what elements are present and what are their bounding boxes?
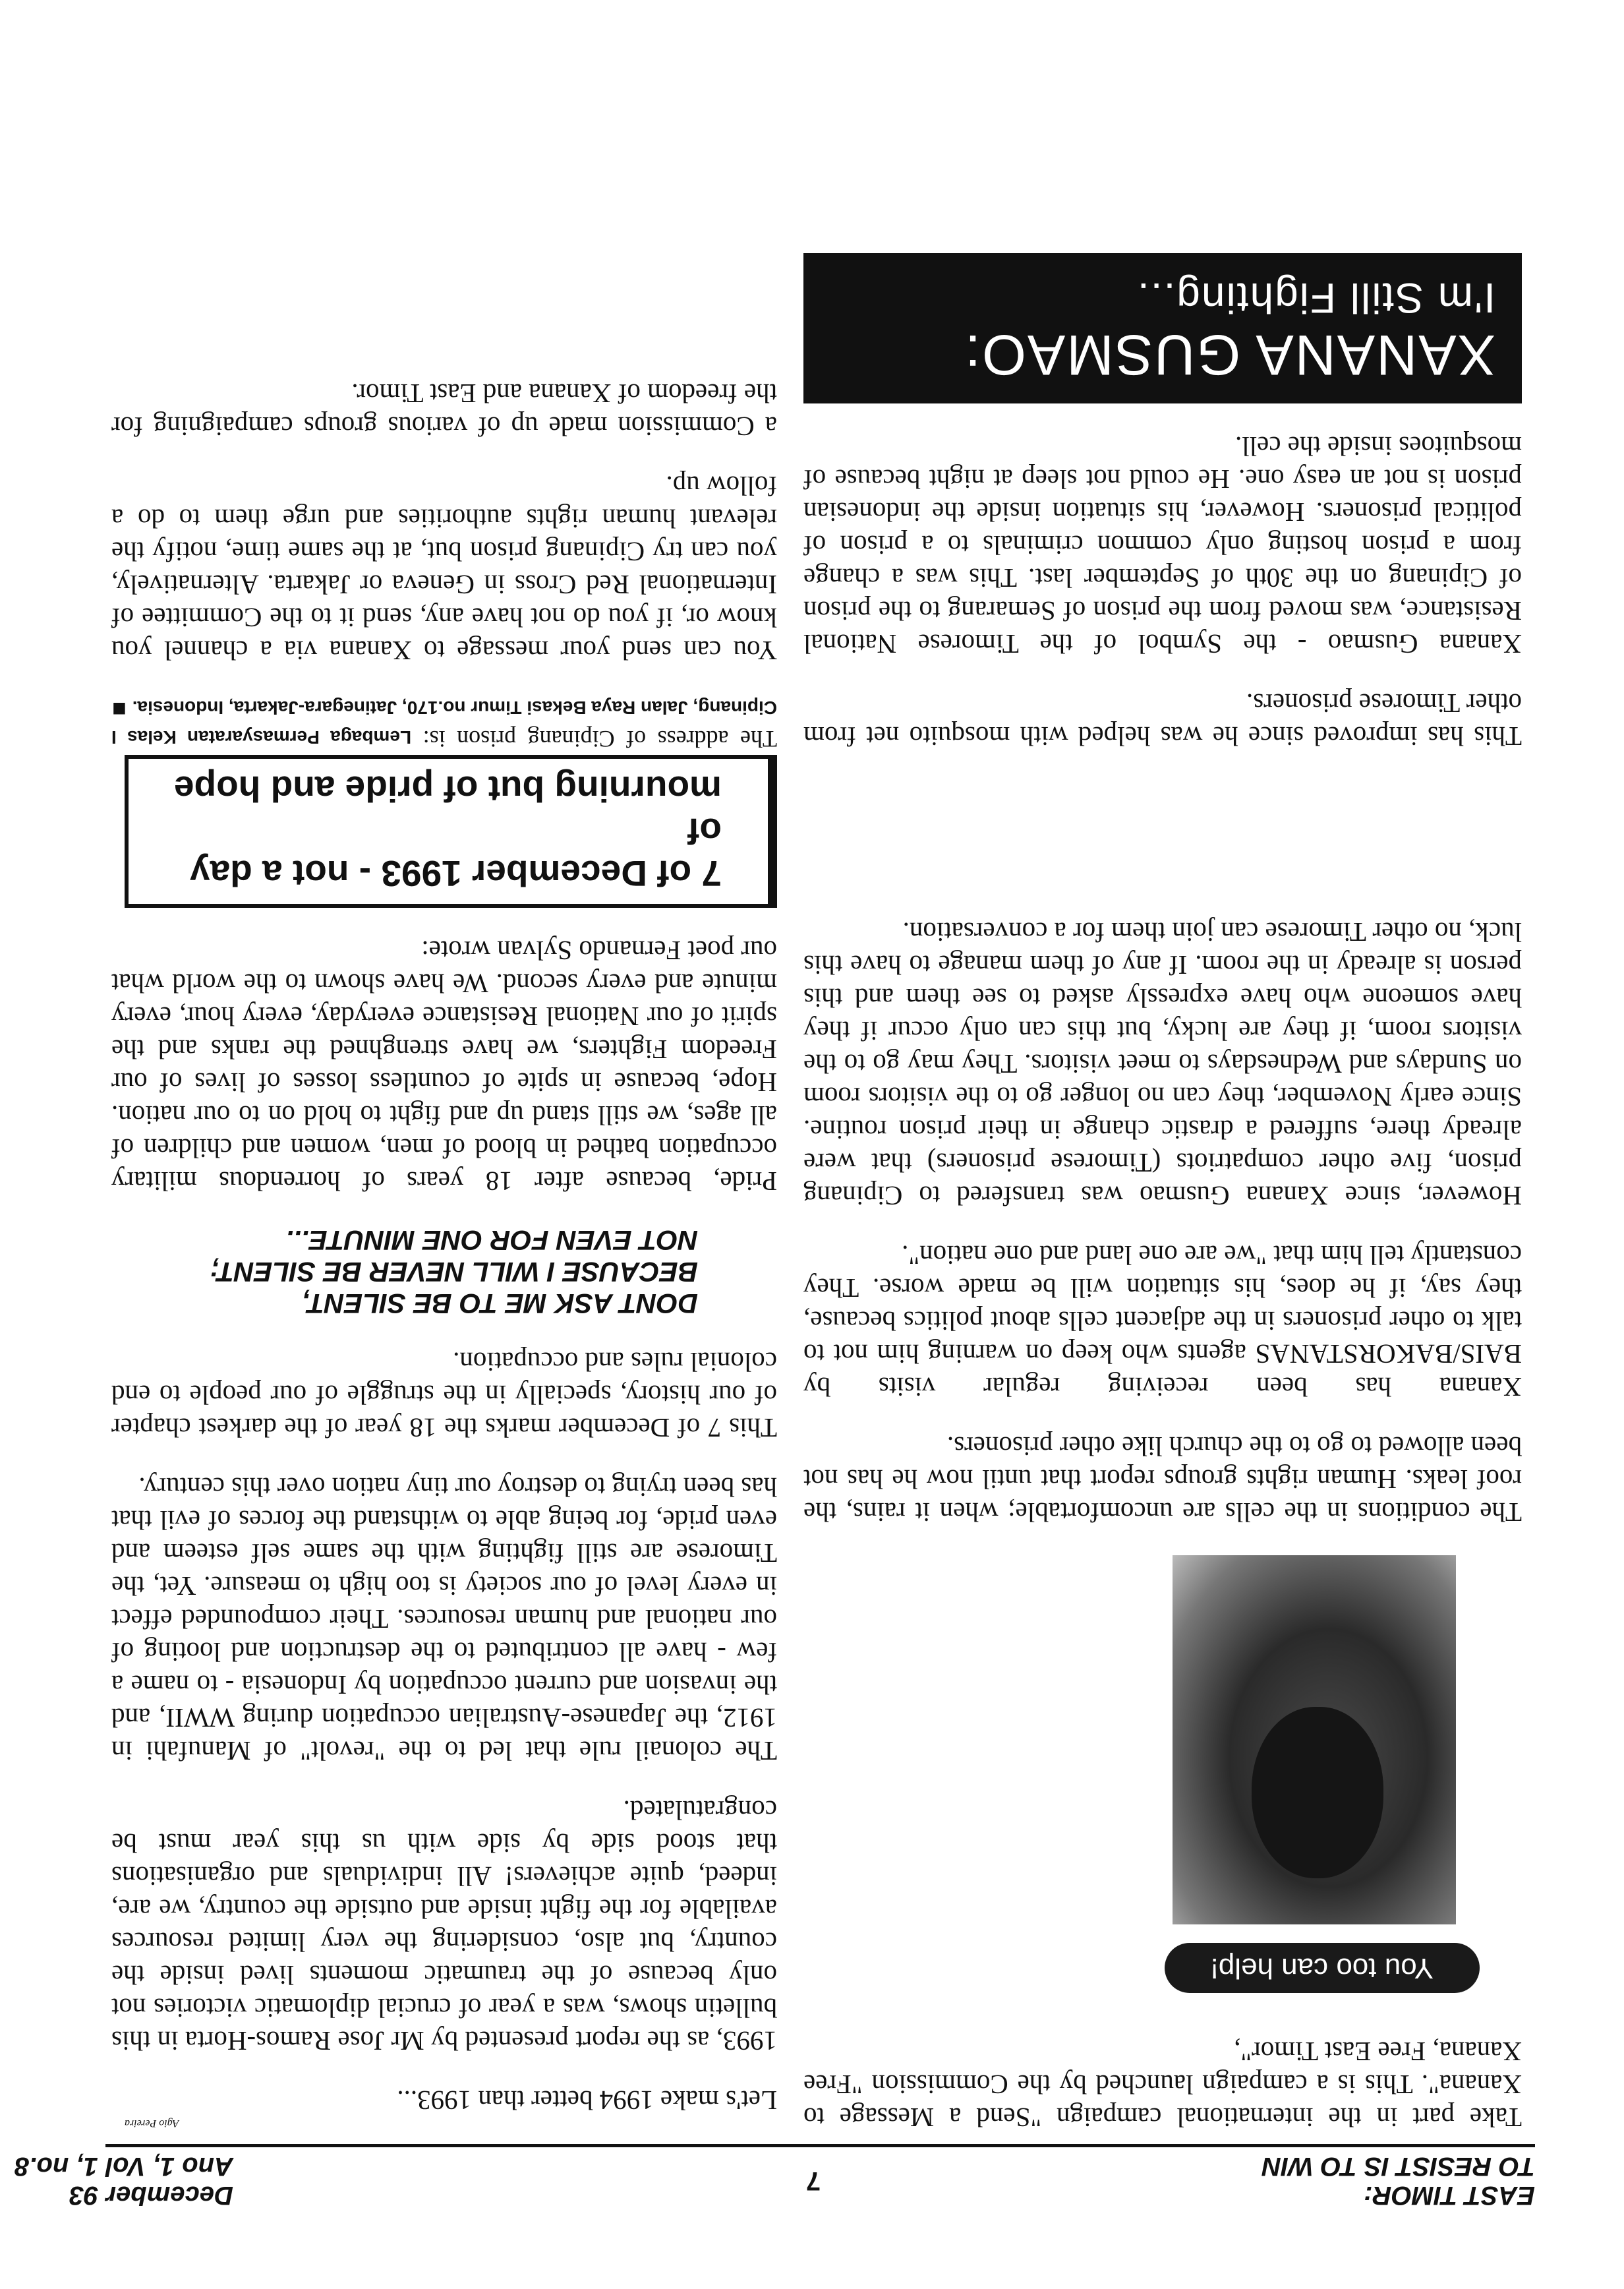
- right-lower-block: [111, 351, 777, 753]
- left-column: [803, 889, 1522, 2134]
- poem-line-3: NOT EVEN FOR ONE MINUTE...: [285, 1225, 698, 1256]
- cell-conditions-paragraph: The conditions in the cells are uncomfortable; when it rains, the roof leaks. Human rights groups report that until now he has not been allowed to go to the church like other prisoners.: [803, 1431, 1522, 1528]
- header-left-line1: EAST TIMOR:: [1364, 2181, 1535, 2210]
- xanana-photo: [1173, 1555, 1456, 1924]
- header-issue: [14, 2152, 233, 2210]
- prison-address: [111, 694, 777, 753]
- address-bold: Lembaga Permasyaratan Kelas I Cipinang, Jalan Raya Bekasi Timur no.170, Jatinegara-Jakarta, Indonesia.: [111, 698, 777, 748]
- colonial-rule-paragraph: The colonail rule that led to the "revolt" of Manufahi in 1912, the Japanese-Australian occupation during WWII, and the invasion and current occupation by Indonesia - to name a few - have all contributed to the destruction and looting of our national and human resources. Their compounded effect in every level of our society is too high to measure. Yet, the Timorese are still fighting with the same self esteem and even pride, for being able to withstand the forces of evil that has been trying to destroy our tiny nation over this century.: [111, 1472, 777, 1766]
- report-paragraph: 1993, as the report presented by Mr Jose Ramos-Horta in this bulletin shows, was a year of crucial diplomatic victories not only because of the traumatic moments lived inside the country, but also, considering the very limited resources available for the fight inside and outside the country, we are, indeed, quite achievers! All individuals and organisations that stood side by side with us this year must be congratulated.: [111, 1795, 777, 2056]
- header-right-line1: December 93: [69, 2181, 233, 2210]
- transfer-paragraph: However, since Xanana Gusmao was transfered to Cipinang prison, five other compatriots (Timorese prisoners) that were already there, suffered a drastic change in their prison routine. Since early November, they can no longer go to the visitors room on Sundays and Wednesdays to meet visitors. They may go to the visitors room, if they are lucky, but this can only occur if they have someone who have expressly asked to see them and this person is already in the room. If any of them manage to have this luck, no other Timorese can join them for a conversation.: [803, 917, 1522, 1211]
- header-right-line2: Ano 1, Vol 1, no.8: [14, 2152, 233, 2181]
- commission-paragraph: a Commission made up of various groups campaigning for the freedom of Xanana and East Timor.: [111, 378, 777, 442]
- poem-line-1: DONT ASK ME TO BE SILENT,: [301, 1288, 698, 1319]
- article-title-box: [803, 253, 1522, 403]
- address-intro: The address of Cipinang prison is:: [422, 726, 777, 752]
- agent-visits-paragraph: Xanana has been receiving regular visits by BAIS/BAKORSTANAS agents who keep on warning him not to talk to other prisoners in the adjacent cells about politics because, they say, if he does, his situation will be made worse. They constantly tell him that "we are one land and one nation".: [803, 1240, 1522, 1402]
- mosquito-net-paragraph: This has improved since he was helped with mosquito net from other Timorese prisoners.: [803, 688, 1522, 752]
- header-publication: [1262, 2152, 1535, 2210]
- left-lower-block: [803, 227, 1522, 753]
- header-left-line2: TO RESIST IS TO WIN: [1262, 2152, 1535, 2181]
- you-can-help-badge: You too can help!: [1165, 1943, 1480, 1993]
- december-headline-line1: 7 of December 1993 - not a day of: [190, 811, 722, 894]
- author-signature: Agio Pereira: [125, 2118, 179, 2129]
- pride-paragraph: Pride, because after 18 years of horrendous military occupation bathed in blood of men, women and children of all ages, we still stand up and fight to hold on to our nation. Hope, because in spite of countless losses of lives of our Freedom Fighters, we have strenghned the ranks and the spirit of our National Resistance everyday, every hour, every minute and every second. We have shown to the world what our poet Fernando Sylvan wrote:: [111, 936, 777, 1197]
- poem-line-2: BECAUSE I WILL NEVER BE SILENT;: [210, 1257, 698, 1288]
- poem-quote: [111, 1224, 698, 1319]
- header-rule: [105, 2144, 1535, 2147]
- moved-paragraph: Xanana Gusmao - the Symbol of the Timorese National Resistance, was moved from the prison of Semarang to the prison of Cipinang on the 30th of September last. This was a change from a prison hosting only common criminals to a prison of political prisoners. However, his situation inside the indonesian prison is not an easy one. He could not sleep at night because of mosquitoes inside the cell.: [803, 431, 1522, 659]
- make-better-line: Let's make 1994 better than 1993...: [397, 2085, 777, 2116]
- campaign-intro: Take part in the international campaign "Send a Message to Xanana". This is a campaign launched by the Commission "Free Xanana, Free East Timor",: [803, 2036, 1522, 2133]
- page-number: 7: [805, 2166, 821, 2195]
- article-subtitle: I'm Still Fighting...: [1136, 274, 1495, 322]
- december-headline-box: [125, 755, 777, 908]
- right-column: [111, 715, 777, 2134]
- darkest-chapter-paragraph: This 7 of December marks the 18 year of the darkest chapter of our history, specially in the struggle of our people to end colonial rules and occupation.: [111, 1347, 777, 1443]
- address-end-mark: ■: [111, 696, 127, 723]
- article-title: XANANA GUSMAO:: [964, 323, 1495, 386]
- send-message-paragraph: You can send your message to Xanana via a channel you know or, if you do not have any, send it to the Committee of International Red Cross in Geneva or Jakarta. Alternatively, you can try Cipinang prison but, at the same time, notify the relevant human rights authorities and urge them to do a follow up.: [111, 471, 777, 666]
- december-headline-line2: mourning but of pride and hope: [173, 769, 722, 810]
